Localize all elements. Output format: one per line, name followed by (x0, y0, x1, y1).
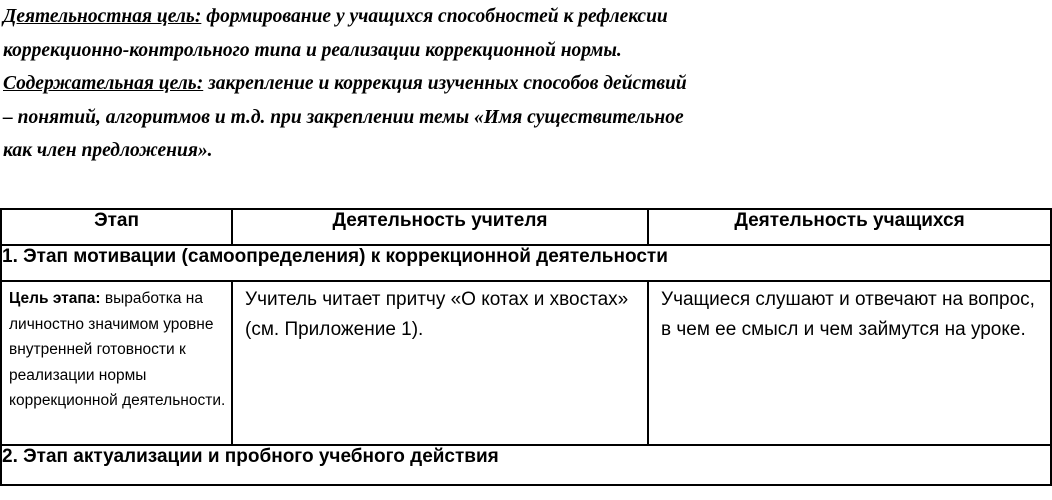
stage-goal-cell (1, 281, 232, 445)
stage-1-row (1, 245, 1051, 281)
student-activity-cell: Учащиеся слушают и отвечают на вопрос, в чем ее смысл и чем займутся на уроке. (648, 281, 1051, 445)
lesson-goals (3, 0, 903, 168)
header-stage: Этап (1, 209, 232, 245)
table-header-row (1, 209, 1051, 245)
header-teacher-activity: Деятельность учителя (232, 209, 648, 245)
stage-1-title: 1. Этап мотивации (самоопределения) к коррекционной деятельности (1, 245, 1051, 281)
content-goal-line-3: как член предложения». (3, 140, 213, 161)
lesson-plan-table (0, 208, 1052, 486)
activity-goal-text: формирование у учащихся способностей к рефлексии (201, 6, 668, 27)
activity-goal-line-2: коррекционно-контрольного типа и реализации коррекционной нормы. (3, 39, 622, 61)
activity-goal-line (3, 0, 903, 34)
table-row (1, 281, 1051, 445)
activity-goal-label: Деятельностная цель: (3, 6, 202, 27)
stage-goal-text: выработка на личностно значимом уровне внутренней готовности к реализации нормы коррекционной деятельности. (9, 290, 226, 409)
stage-2-title: 2. Этап актуализации и пробного учебного действия (1, 445, 1051, 485)
content-goal-line-2: – понятий, алгоритмов и т.д. при закреплении темы «Имя существительное (3, 106, 684, 128)
content-goal-text: закрепление и коррекция изученных способов действий (203, 73, 687, 94)
header-student-activity: Деятельность учащихся (648, 209, 1051, 245)
content-goal-line (3, 67, 903, 101)
teacher-activity-cell: Учитель читает притчу «О котах и хвостах» (см. Приложение 1). (232, 281, 648, 445)
stage-2-row (1, 445, 1051, 485)
content-goal-label: Содержательная цель: (3, 73, 204, 94)
stage-goal-label: Цель этапа: (9, 290, 101, 307)
